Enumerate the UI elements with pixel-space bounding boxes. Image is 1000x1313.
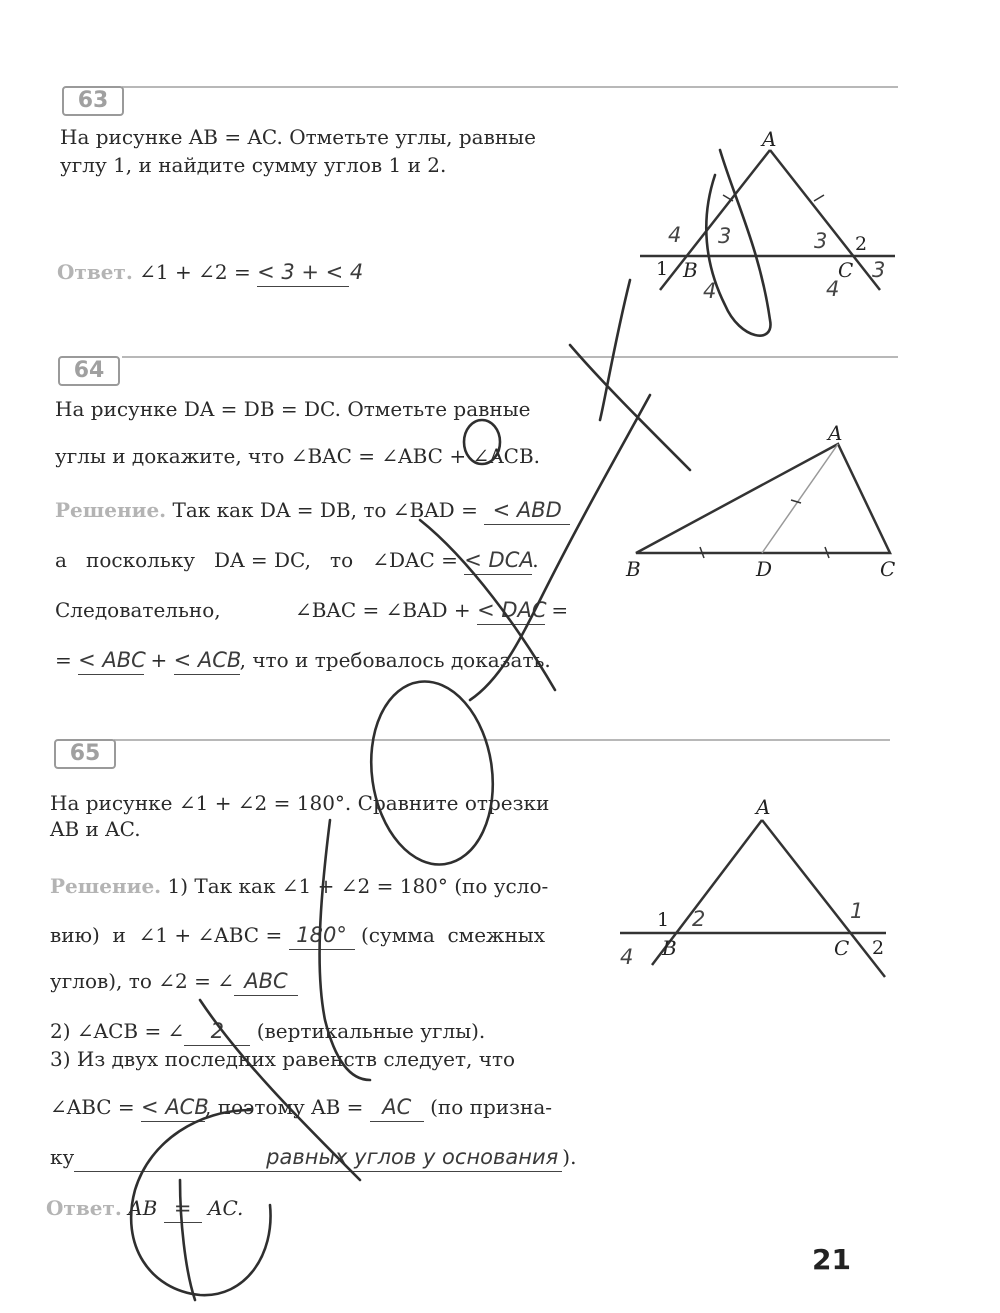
s4-text-a: 2) ∠ACB = ∠ [50,1019,185,1043]
s7-text-b: ). [562,1145,577,1169]
line4-handwritten[interactable]: < DCA [464,546,532,575]
figure-64-label-d: D [756,557,773,581]
s2-text-b: (сумма смежных [360,923,545,947]
line6-handwritten-2[interactable]: < ACB [174,646,240,675]
scribble-small-o [464,420,500,464]
figure-63-side-ab [660,150,770,290]
answer-b: AC. [208,1196,244,1220]
figure-64-triangle [636,444,890,558]
page-number: 21 [812,1243,851,1276]
figure-63-hw-4-upper: 4 [668,223,682,247]
scribble-stroke-e [320,820,370,1080]
figure-63-label-c: C [838,258,854,282]
solution-label: Решение. [55,498,167,522]
figure-63-tick-ac [814,195,824,201]
problem-number-63: 63 [62,86,124,116]
scribble-stroke-f [200,1000,360,1180]
scribble-stroke-g [180,1180,195,1300]
line4-text: а поскольку DA = DC, то ∠DAC = [55,548,458,572]
s2-text-a: вию) и ∠1 + ∠ABC = [50,923,283,947]
figure-63-angle-2: 2 [855,233,868,255]
scribble-stroke-d [420,520,555,690]
solution-label: Решение. [50,874,162,898]
figure-65-side-ac [762,820,885,977]
problem-65-solution-line5: 3) Из двух последних равенств следует, что [50,1047,516,1071]
problem-number-64: 64 [58,356,120,386]
s1-text: 1) Так как ∠1 + ∠2 = 180° (по усло- [167,874,549,898]
figure-63-angle-1: 1 [656,258,669,280]
figure-65-hw-2: 2 [692,907,706,931]
line3-handwritten[interactable]: < ABD [484,496,570,525]
answer-a: AB [128,1196,158,1220]
line4-end: . [532,548,539,572]
scribble-stroke-c [470,395,650,700]
s7-text-a: ку [50,1145,75,1169]
figure-63-label-a: A [762,127,777,151]
problem-63-text-line1: На рисунке AB = AC. Отметьте углы, равные [60,125,536,149]
answer-label: Ответ. [46,1196,122,1220]
figure-63-side-ac [770,150,880,290]
line5-text-b: ∠BAC = ∠BAD + [294,598,471,622]
figure-65-hw-4: 4 [620,945,634,969]
problem-number-65: 65 [54,739,116,769]
problem-64-text-line2: углы и докажите, что ∠BAC = ∠ABC + ∠ACB. [55,444,540,468]
problem-63-text-line2: углу 1, и найдите сумму углов 1 и 2. [60,153,447,177]
s3-text-a: углов), то ∠2 = ∠ [50,969,234,993]
scribble-big-o [360,674,504,873]
s6-handwritten-2[interactable]: AC [370,1093,424,1122]
problem-65-text-line2: AB и AC. [50,817,141,841]
figure-63-label-b: B [683,258,698,282]
s6-text-c: (по призна- [430,1095,553,1119]
answer-handwritten[interactable]: < 3 + < 4 [257,258,349,287]
figure-64-median-ad [762,444,838,553]
figure-65-angle-2: 2 [872,937,885,959]
s6-handwritten[interactable]: < ACB [141,1093,205,1122]
line5-text-a: Следовательно, [55,598,221,622]
line6-end: , что и требовалось доказать. [239,648,551,672]
line6-start: = [55,648,72,672]
figure-63-hw-3-far: 3 [872,258,886,282]
figure-64-outline [636,444,890,553]
line6-plus: + [150,648,168,672]
figure-65-angle-1: 1 [657,909,670,931]
scribble-stroke-a [600,280,630,420]
line3-text: Так как DA = DB, то ∠BAD = [172,498,478,522]
s6-text-a: ∠ABC = [50,1095,135,1119]
s4-handwritten[interactable]: 2 [184,1017,250,1046]
figure-63-hw-3-left: 3 [718,224,732,248]
figure-64-label-c: C [880,557,896,581]
line6-handwritten-1[interactable]: < ABC [78,646,144,675]
figure-63-triangle [640,150,895,290]
line5-handwritten[interactable]: < DAC [477,596,545,625]
problem-65-text-line1: На рисунке ∠1 + ∠2 = 180°. Сравните отрезки [50,791,550,815]
pen-scribbles [131,150,773,1300]
answer-prefix: ∠1 + ∠2 = [139,260,251,284]
s2-handwritten[interactable]: 180° [289,921,355,950]
figure-63-hw-4-far: 4 [826,277,840,301]
s7-handwritten[interactable]: равных углов у основания [74,1143,562,1172]
scribble-loop-63 [706,150,770,336]
s3-handwritten[interactable]: ABC [234,967,298,996]
answer-handwritten[interactable]: = [164,1194,202,1223]
s6-text-b: , поэтому AB = [205,1095,364,1119]
figure-63-hw-4-lower: 4 [703,279,717,303]
figure-65-hw-1: 1 [850,899,864,923]
figure-65-label-c: C [834,936,850,960]
figure-65-label-b: B [662,936,677,960]
s4-text-b: (вертикальные углы). [256,1019,486,1043]
scribble-bottom-loop [131,1110,270,1295]
scribble-stroke-b [570,345,690,470]
problem-64-text-line1: На рисунке DA = DB = DC. Отметьте равные [55,397,531,421]
figure-64-label-a: A [828,421,843,445]
figure-63-hw-3-right: 3 [814,229,828,253]
figure-65-label-a: A [756,795,771,819]
figure-64-label-b: B [626,557,641,581]
answer-label: Ответ. [57,260,133,284]
line5-end: = [551,598,569,622]
